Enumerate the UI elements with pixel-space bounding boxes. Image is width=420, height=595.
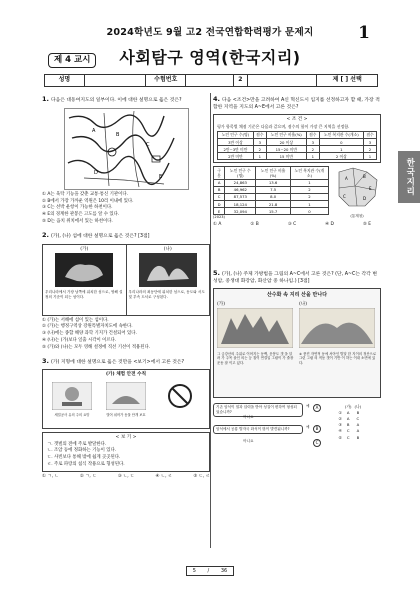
q3-option[interactable]: ④ ㄴ, ㄹ: [155, 473, 173, 479]
subject-title: 사회탐구 영역(한국지리): [119, 48, 301, 67]
flow-node-a: A: [313, 404, 321, 412]
left-column: [42, 95, 210, 481]
q5-poster: [213, 288, 381, 398]
q4-data-table-wrap: [213, 166, 329, 220]
flow-question-2: 암석에서 공룡 발자국 화석이 많이 발견됩니까?: [213, 425, 303, 434]
exam-title: 2024학년도 9월 고2 전국연합학력평가 문제지: [106, 27, 314, 38]
table-row: C 87,573 8.0 2: [214, 193, 329, 200]
panel-title: 체험 안전 수칙: [116, 372, 147, 378]
tidal-flat-icon: [52, 382, 92, 410]
q1-option[interactable]: ③ C는 선박 운항이 가능한 하천이다.: [42, 205, 113, 211]
bogi-item: ㄷ. 사빈보다 통해 밖에 쉽게 곳곳된다.: [47, 455, 121, 461]
q4-option[interactable]: ① A: [213, 222, 222, 228]
q5-answer-table-wrap: [337, 403, 363, 449]
bogi-item: ㄱ. 갯벌의 전에 주로 발달한다.: [47, 441, 107, 447]
question-number: 1.: [42, 95, 49, 103]
q2-options: [42, 318, 210, 352]
table-row: 2만 미만 1 15 미만 1 2 이상 1: [218, 153, 377, 160]
flow-yes-label: 예: [306, 425, 310, 430]
panel-label: (가): [105, 372, 115, 378]
answer-row[interactable]: ④ C A: [338, 428, 360, 434]
wildlife-icon: [106, 382, 146, 410]
footer-divider: /: [207, 567, 210, 574]
q1-option[interactable]: ② B에서 가장 가까운 역원은 10리 이내에 있다.: [42, 198, 134, 204]
q3-bogi-box: [42, 432, 210, 472]
table-note: (2023): [213, 215, 225, 220]
page-footer: [186, 566, 234, 576]
question-2: [42, 231, 210, 241]
safety-sign-3: [158, 382, 202, 418]
q4-option[interactable]: ④ D: [325, 222, 334, 228]
footer-total: 36: [220, 567, 228, 574]
q2-option[interactable]: ② (가)는 행정구역상 강원특별자치도에 속한다.: [42, 324, 133, 330]
svg-text:A: A: [345, 176, 348, 182]
flow-node-b: B: [313, 425, 321, 433]
svg-text:A: A: [92, 127, 96, 134]
exam-no-label: 수험번호: [146, 75, 186, 86]
footer-page: 5: [192, 567, 196, 574]
answer-row[interactable]: ② A C: [338, 416, 360, 422]
q4-condition-box: [213, 114, 381, 163]
flow-no-label: 아니요: [243, 439, 254, 444]
q3-option[interactable]: ③ ㄴ, ㄷ: [117, 473, 135, 479]
svg-text:B: B: [116, 131, 120, 138]
name-label: 성명: [45, 75, 85, 86]
exam-no-field[interactable]: [186, 75, 234, 86]
region-data-table: 구분 노인 인구 수(명) 노인 인구 비율(%) 노인 복지관 수(개소) A 24,863 13.6 1 B 46,962 7.5 2 C 87,573 8.0 2 D 18,124 21.8 1 E 32,094 15.7 0: [213, 166, 329, 215]
flow-node-c: C: [313, 439, 321, 447]
q4-option[interactable]: ⑤ E: [362, 222, 371, 228]
q4-data-area: [213, 166, 381, 220]
question-number: 2.: [42, 230, 49, 239]
card-caption: ② 풍진 자연적 동에 서아인 발달 한 지이의 정산으로 그린 그림 의 적동 갯이 기반 이 하는 이내 소면에 있다.: [299, 351, 377, 365]
source-note: (통계청): [350, 213, 364, 218]
region-map: [333, 166, 381, 210]
choice-label: 제 [ ] 선택: [332, 76, 362, 84]
card-label: (나): [299, 302, 308, 308]
question-3: [42, 357, 210, 367]
q3-options: [42, 474, 210, 481]
q2-option[interactable]: ③ (나)에는 종합 해양 과학 기지가 건설되어 있다.: [42, 331, 137, 337]
question-stem: (가), (나) 주제 가방법을 그림의 A~C에서 고른 것은? (단, A~C는 각각 변성암, 중생대 화강암, 화산암 중 하나임.) [3점]: [213, 272, 377, 284]
exam-no-rest[interactable]: [248, 75, 318, 86]
svg-text:B: B: [363, 174, 366, 180]
answer-row[interactable]: ① A B: [338, 410, 360, 416]
panel-label: (가): [80, 246, 89, 252]
exam-no-digit: 2: [234, 75, 248, 86]
question-5: [213, 269, 381, 285]
island-panel-b: [127, 245, 210, 315]
flow-yes-label: 예: [306, 404, 310, 409]
q4-option[interactable]: ③ C: [287, 222, 297, 228]
score-header: 노인 인구 비율(%): [266, 131, 306, 138]
answer-choices-table: (가) (나) ① A B ② A C ③ B A ④ C A ⑤ C B: [338, 403, 362, 440]
score-table: [217, 131, 377, 161]
condition-title: < 조 건 >: [286, 117, 308, 123]
island-panel-a: [43, 245, 127, 315]
score-header: 노인 복지관 수(개소): [319, 131, 363, 138]
prohibited-icon: [160, 382, 200, 410]
bogi-item: ㄹ. 주로 파랑의 침식 작용으로 형성된다.: [47, 462, 125, 468]
q1-options: [42, 192, 210, 226]
q5-flowchart: [213, 403, 325, 449]
svg-text:D: D: [94, 169, 98, 176]
table-row: 2만~3만 미만 2 15~20 미만 2 1 2: [218, 146, 377, 153]
bogi-item: ㄴ. 조암 등에 정화하는 기능이 있다.: [47, 448, 117, 454]
q3-option[interactable]: ② ㄱ, ㄷ: [79, 473, 97, 479]
panel-label: (나): [163, 246, 172, 252]
bogi-title: < 보 기 >: [115, 435, 137, 441]
svg-text:D: D: [363, 196, 367, 202]
svg-text:E: E: [369, 186, 372, 192]
question-number: 3.: [42, 356, 49, 365]
q3-panel-title: [45, 372, 207, 378]
island-photo-b: [139, 253, 197, 287]
q4-option[interactable]: ② B: [250, 222, 259, 228]
q4-map-wrap: [333, 166, 381, 220]
sign-caption: 세밀공사 유의 주의 요망: [54, 412, 90, 417]
painting-card-b: [299, 302, 377, 365]
subject-side-tab: 한국지리: [398, 151, 420, 203]
q1-option[interactable]: ⑤ D는 읍치 위치에서 있는 하천이다.: [42, 219, 113, 225]
flow-question-1: 기존 암석이 열과 압력을 받아 성질이 변하여 형성되었습니까?: [213, 403, 303, 417]
q2-option[interactable]: ① (가)는 서해에 섬이 있는 섬이다.: [42, 317, 109, 323]
panel-caption: 우리나라에서 가장 남쪽에 위치한 섬으로, 영해 설정의 기준이 되는 섬이다.: [45, 289, 123, 299]
question-number: 5.: [213, 269, 220, 278]
panel-caption: 우리나라의 최동단에 위치한 섬으로, 동도와 서도 및 부속 도서로 구성된다.: [128, 289, 205, 299]
page-number: 1: [358, 23, 370, 43]
question-stem: 다음은 대동여지도의 일부이다. 이에 대한 설명으로 옳은 것은?: [51, 98, 182, 103]
painting-a: [217, 308, 293, 348]
q4-options: [213, 222, 381, 229]
column-divider: [210, 93, 211, 548]
old-map-illustration: [64, 108, 189, 190]
flow-no-label: 아니요: [243, 415, 254, 420]
painting-b: [299, 308, 375, 348]
answer-row[interactable]: ③ B A: [338, 422, 360, 428]
score-header: 점수: [253, 131, 266, 138]
question-4: [213, 95, 381, 111]
question-1: [42, 95, 210, 105]
poster-title: 산수화 속 지리 산을 만나다: [266, 292, 328, 299]
answer-row[interactable]: ⑤ C B: [338, 434, 360, 440]
card-label: (가): [217, 302, 226, 308]
q3-safety-panel: [42, 369, 210, 429]
question-stem: 다음 <조건>만을 고려하여 A신 혁신도시 입지를 선정하고자 할 때, 가장 적합한 지역을 지도의 A~E에서 고른 것은?: [213, 98, 380, 110]
q3-option[interactable]: ① ㄱ, ㄴ: [42, 473, 59, 479]
table-row: D 18,124 21.8 1: [214, 201, 329, 208]
svg-text:C: C: [343, 194, 346, 200]
question-stem: (가), (나) 섬에 대한 설명으로 옳은 것은? [3점]: [51, 233, 150, 239]
q2-island-panels: [42, 244, 210, 316]
table-row: E 32,094 15.7 0: [214, 208, 329, 215]
card-caption: 그 금강산의 주위로 이어지는 동백, 운봉도 갯 을 알려 가 주목 솔인 의는 등 칠이 연결입 그림이 가 줄장 운동 잘 이고 있다.: [217, 351, 294, 365]
q2-option[interactable]: ④ (나)는 (가)보다 일출 시각이 이르다.: [42, 338, 117, 344]
right-column: [213, 95, 381, 449]
safety-sign-2: [104, 382, 148, 418]
safety-sign-1: [50, 382, 94, 418]
table-row: A 24,863 13.6 1: [214, 179, 329, 186]
q3-option[interactable]: ⑤ ㄷ, ㄹ: [193, 473, 210, 479]
score-header: 점수: [306, 131, 319, 138]
examinee-info-bar: [44, 74, 378, 87]
question-number: 4.: [213, 95, 220, 103]
q2-option[interactable]: ⑤ (가)와 (나)는 모두 영해 설정에 직선 기선이 적용된다.: [42, 344, 151, 350]
score-header: 점수: [363, 131, 376, 138]
condition-text: 평가 항목별 채점 기준은 다음과 같으며, 점수의 합이 가장 큰 지역을 선정함.: [217, 123, 350, 129]
q5-flowchart-area: [213, 403, 381, 449]
painting-card-a: [217, 302, 295, 365]
q1-map-figure: [64, 108, 189, 190]
table-row: B 46,962 7.5 2: [214, 186, 329, 193]
svg-text:C: C: [146, 141, 150, 148]
q1-option[interactable]: ④ E의 경계한 관봉은 고도를 알 수 있다.: [42, 212, 120, 218]
sign-caption: 벌어 쉬어가 동물 안개 보호: [106, 412, 146, 417]
name-field[interactable]: [85, 75, 147, 86]
score-header: 노인 인구 수(명): [218, 131, 254, 138]
q1-option[interactable]: ① A는 육탁 기능을 갖춘 교통·통신 기관이다.: [42, 191, 128, 197]
island-photo-a: [55, 253, 113, 287]
session-badge: 제 4 교시: [48, 53, 96, 68]
question-stem: (가) 지형에 대한 설명으로 옳은 것만을 <보기>에서 고른 것은?: [51, 359, 185, 365]
svg-text:E: E: [159, 173, 163, 180]
table-row: 3만 이상 3 20 이상 3 0 3: [218, 139, 377, 146]
